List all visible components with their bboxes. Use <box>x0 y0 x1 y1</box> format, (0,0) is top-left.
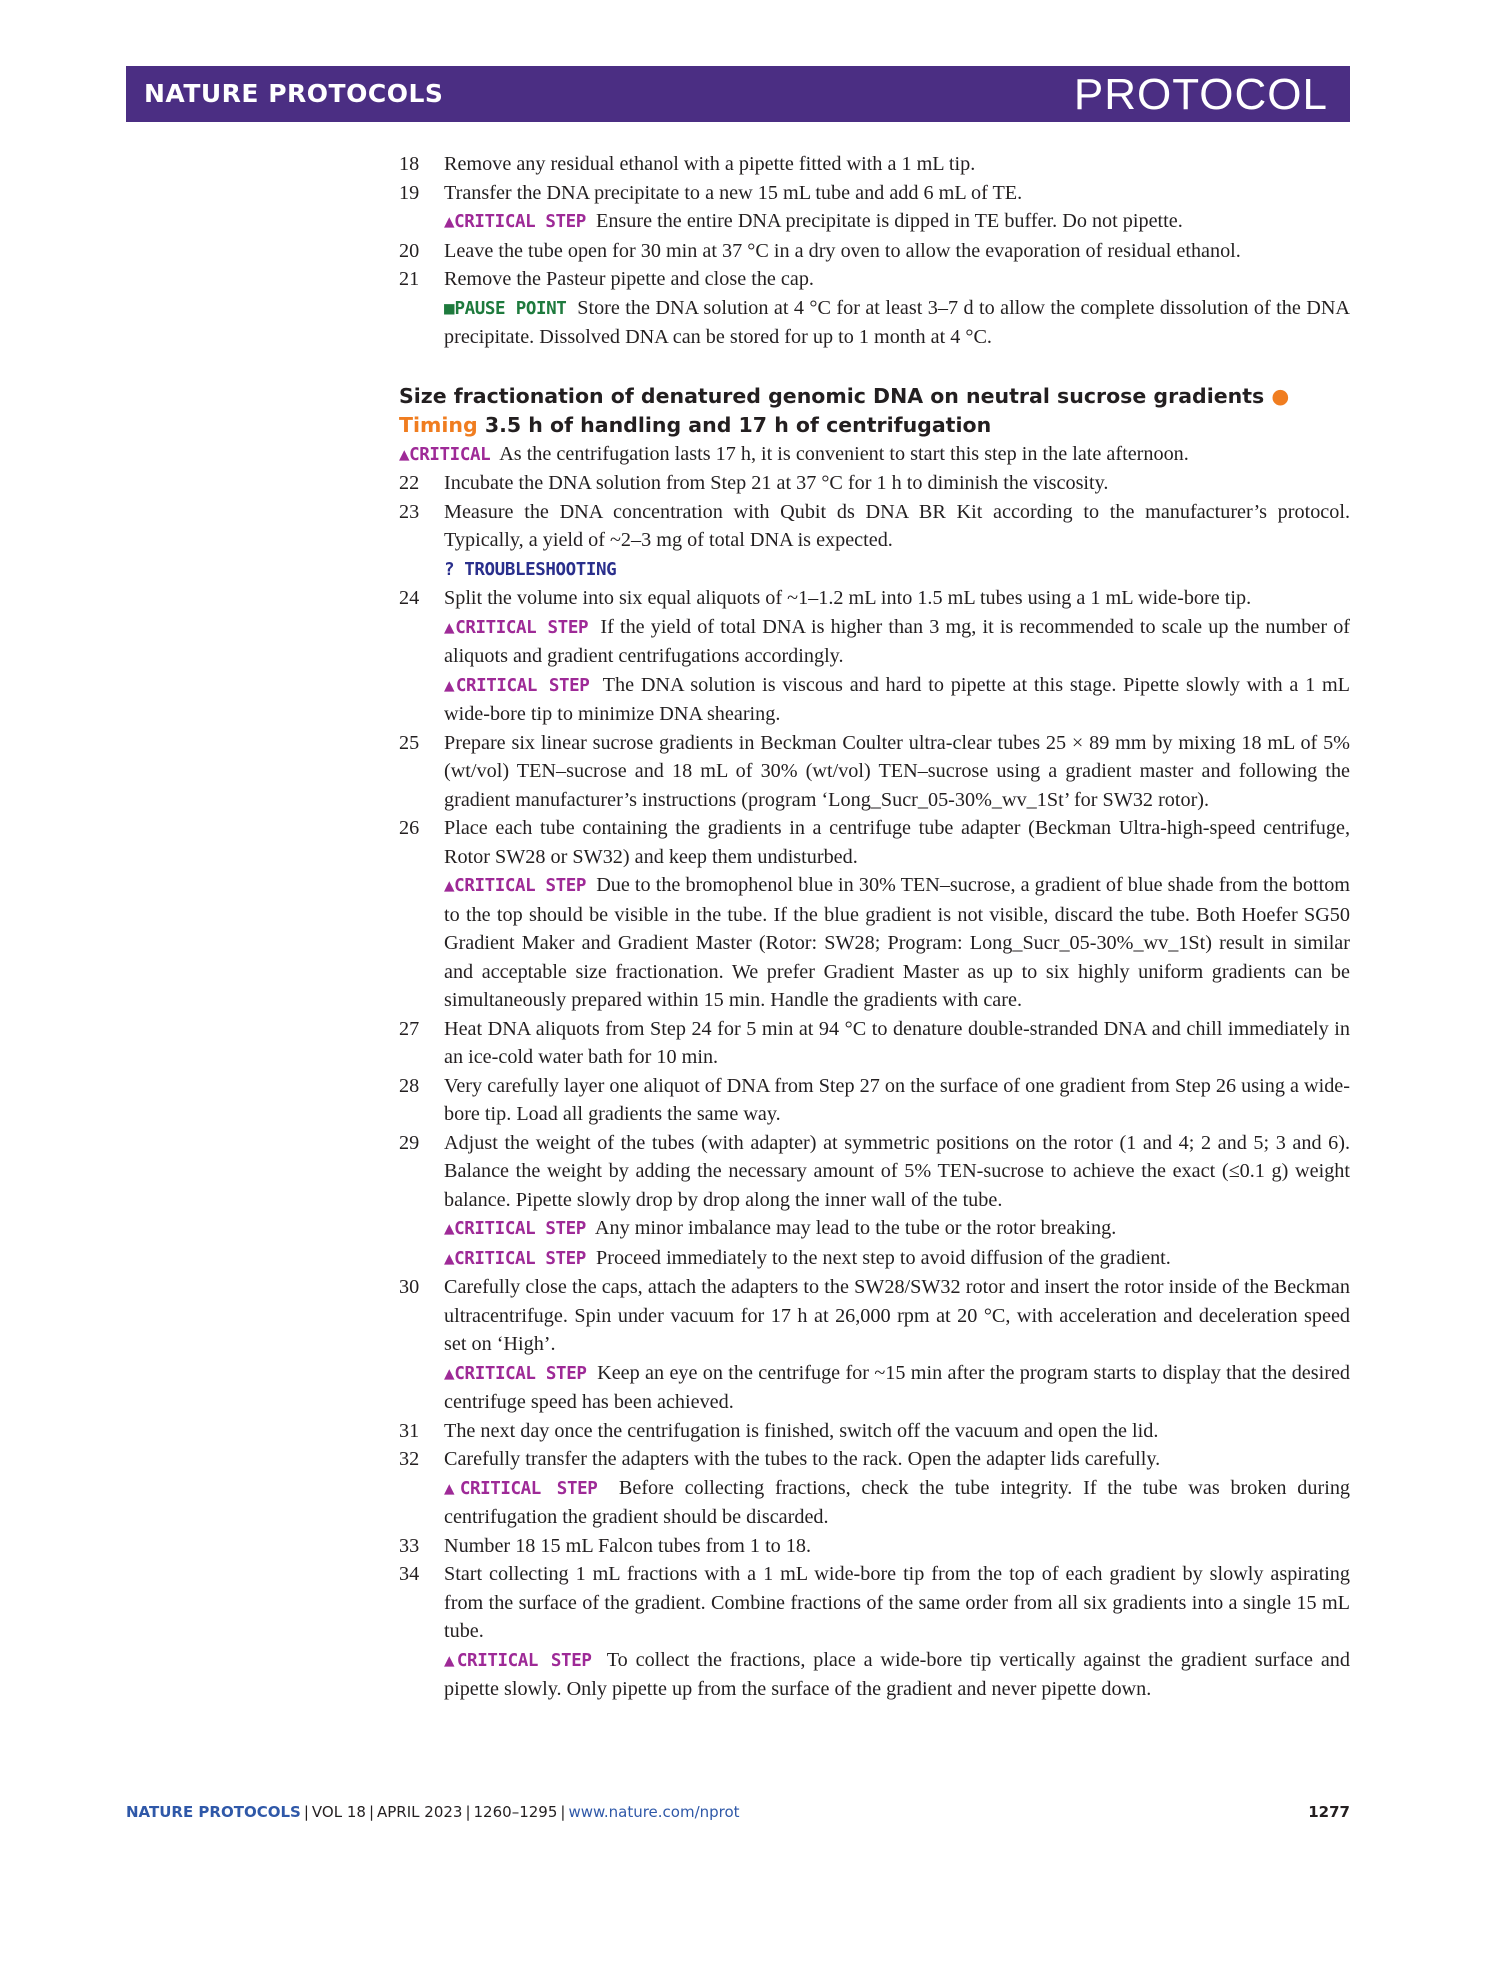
critical-step-note <box>399 207 1350 237</box>
protocol-body <box>399 150 1350 1704</box>
protocol-step <box>399 498 1350 555</box>
step-number: 26 <box>399 817 420 839</box>
footer-separator: | <box>368 1803 374 1821</box>
critical-step-note <box>399 1359 1350 1417</box>
step-text: Adjust the weight of the tubes (with adapter) at symmetric positions on the rotor (1 and 4; 2 and 5; 3 and 6). Balance the weight by adding the necessary amount of 5% TEN-sucrose to achieve the exact (≤0.1 g) weight balance. Pipette slowly drop by drop along the inner wall of the tube. <box>444 1131 1350 1211</box>
step-text: Carefully close the caps, attach the adapters to the SW28/SW32 rotor and insert the rotor inside of the Beckman ultracentrifuge. Spin under vacuum for 17 h at 26,000 rpm at 20 °C, with acceleration and deceleration speed set on ‘High’. <box>444 1276 1350 1355</box>
protocol-step <box>399 1072 1350 1129</box>
step-text: Transfer the DNA precipitate to a new 15 mL tube and add 6 mL of TE. <box>444 181 1023 204</box>
note-label: ▲CRITICAL STEP <box>444 1363 587 1384</box>
protocol-step <box>399 1560 1350 1646</box>
step-text: Number 18 15 mL Falcon tubes from 1 to 18. <box>444 1534 812 1557</box>
step-text: Very carefully layer one aliquot of DNA from Step 27 on the surface of one gradient from Step 26 using a wide-bore tip. Load all gradients the same way. <box>444 1074 1350 1125</box>
protocol-step <box>399 1273 1350 1359</box>
article-type: PROTOCOL <box>1073 70 1328 119</box>
steps-before <box>399 150 1350 352</box>
pause-point-note <box>399 294 1350 352</box>
critical-label: ▲CRITICAL <box>399 444 491 465</box>
note-text: To collect the fractions, place a wide-bore tip vertically against the gradient surface and pipette slowly. Only pipette up from the surface of the gradient and never pipette down. <box>444 1648 1350 1700</box>
step-text: Leave the tube open for 30 min at 37 °C in a dry oven to allow the evaporation of residual ethanol. <box>444 239 1241 262</box>
footer-separator: | <box>560 1803 566 1821</box>
critical-step-note <box>399 613 1350 671</box>
section-heading <box>399 382 1350 440</box>
footer-pages: 1260–1295 <box>473 1803 558 1821</box>
note-label: ▲CRITICAL STEP <box>444 876 586 896</box>
step-number: 19 <box>399 181 420 204</box>
note-label: ▲CRITICAL STEP <box>444 1248 586 1269</box>
protocol-step <box>399 265 1350 294</box>
section-critical-note <box>399 440 1350 470</box>
note-label: ▲CRITICAL STEP <box>444 1650 592 1671</box>
critical-step-note <box>399 1214 1350 1244</box>
page-footer <box>126 1803 1350 1821</box>
protocol-step <box>399 729 1350 815</box>
protocol-step <box>399 150 1350 179</box>
protocol-step <box>399 1445 1350 1474</box>
step-text: Split the volume into six equal aliquots of ~1–1.2 mL into 1.5 mL tubes using a 1 mL wide-bore tip. <box>444 587 1252 609</box>
step-number: 34 <box>399 1563 420 1585</box>
note-text: Before collecting fractions, check the tube integrity. If the tube was broken during centrifugation the gradient should be discarded. <box>444 1476 1351 1528</box>
critical-step-note <box>399 1646 1350 1704</box>
step-number: 21 <box>399 268 420 290</box>
section-title: Size fractionation of denatured genomic DNA on neutral sucrose gradients <box>399 383 1265 408</box>
footer-date: APRIL 2023 <box>377 1803 463 1821</box>
steps-after <box>399 469 1350 1704</box>
timing-value: 3.5 h of handling and 17 h of centrifugation <box>484 412 992 437</box>
note-label: ▲CRITICAL STEP <box>444 675 590 696</box>
note-text: The DNA solution is viscous and hard to pipette at this stage. Pipette slowly with a 1 mL wide-bore tip to minimize DNA shearing. <box>444 673 1351 725</box>
note-label: ■PAUSE POINT <box>444 298 567 319</box>
note-text: Proceed immediately to the next step to avoid diffusion of the gradient. <box>596 1246 1171 1269</box>
step-text: Measure the DNA concentration with Qubit ds DNA BR Kit according to the manufacturer’s protocol. Typically, a yield of ~2–3 mg of total DNA is expected. <box>444 500 1350 551</box>
step-number: 25 <box>399 731 420 754</box>
note-label: ▲CRITICAL STEP <box>444 1478 598 1499</box>
footer-separator: | <box>465 1803 471 1821</box>
journal-name: NATURE PROTOCOLS <box>144 79 444 108</box>
step-text: Remove the Pasteur pipette and close the cap. <box>444 268 814 290</box>
step-text: The next day once the centrifugation is finished, switch off the vacuum and open the lid. <box>444 1419 1159 1442</box>
protocol-step <box>399 1015 1350 1072</box>
step-text: Prepare six linear sucrose gradients in Beckman Coulter ultra-clear tubes 25 × 89 mm by mixing 18 mL of 5% (wt/vol) TEN–sucrose and 18 mL of 30% (wt/vol) TEN–sucrose using a gradient master and following the gradient manufacturer’s instructions (program ‘Long_Sucr_05-30%_wv_1St’ for SW32 rotor). <box>444 731 1350 811</box>
note-text: Store the DNA solution at 4 °C for at least 3–7 d to allow the complete dissolution of the DNA precipitate. Dissolved DNA can be stored for up to 1 month at 4 °C. <box>444 296 1350 348</box>
step-text: Remove any residual ethanol with a pipette fitted with a 1 mL tip. <box>444 153 976 175</box>
step-number: 29 <box>399 1131 420 1154</box>
step-number: 32 <box>399 1448 420 1470</box>
step-number: 22 <box>399 472 420 494</box>
step-number: 23 <box>399 500 420 523</box>
journal-banner <box>126 66 1350 122</box>
note-text: If the yield of total DNA is higher than 3 mg, it is recommended to scale up the number of aliquots and gradient centrifugations accordingly. <box>444 615 1351 667</box>
critical-step-note <box>399 871 1350 1015</box>
critical-step-note <box>399 1244 1350 1274</box>
step-text: Heat DNA aliquots from Step 24 for 5 min at 94 °C to denature double-stranded DNA and chill immediately in an ice-cold water bath for 10 min. <box>444 1017 1350 1068</box>
protocol-step <box>399 584 1350 613</box>
step-number: 27 <box>399 1017 420 1040</box>
troubleshooting-link[interactable]: ? TROUBLESHOOTING <box>444 559 617 580</box>
protocol-step <box>399 469 1350 498</box>
step-number: 18 <box>399 153 420 175</box>
footer-volume: VOL 18 <box>311 1803 366 1821</box>
footer-url-link[interactable]: www.nature.com/nprot <box>568 1803 740 1821</box>
note-text: Ensure the entire DNA precipitate is dipped in TE buffer. Do not pipette. <box>596 210 1183 232</box>
note-label: ▲CRITICAL STEP <box>444 212 586 232</box>
step-text: Incubate the DNA solution from Step 21 at 37 °C for 1 h to diminish the viscosity. <box>444 472 1109 494</box>
page-number: 1277 <box>1308 1803 1350 1821</box>
note-text: Due to the bromophenol blue in 30% TEN–sucrose, a gradient of blue shade from the bottom to the top should be visible in the tube. If the blue gradient is not visible, discard the tube. Both Hoefer SG50 Gradient Maker and Gradient Master (Rotor: SW28; Program: Long_Sucr_05-30%_wv_1St) result in similar and acceptable size fractionation. We prefer Gradient Master as up to six highly uniform gradients can be simultaneously prepared within 15 min. Handle the gradients with care. <box>444 874 1350 1011</box>
note-text: Keep an eye on the centrifuge for ~15 min after the program starts to display that the desired centrifuge speed has been achieved. <box>444 1361 1351 1413</box>
note-label: ▲CRITICAL STEP <box>444 1219 586 1239</box>
protocol-step <box>399 1129 1350 1215</box>
step-number: 30 <box>399 1276 420 1298</box>
step-text: Place each tube containing the gradients in a centrifuge tube adapter (Beckman Ultra-high-speed centrifuge, Rotor SW28 or SW32) and keep them undisturbed. <box>444 817 1350 868</box>
protocol-step <box>399 1417 1350 1446</box>
step-number: 33 <box>399 1534 420 1557</box>
critical-text: As the centrifugation lasts 17 h, it is convenient to start this step in the late afternoon. <box>499 442 1189 465</box>
footer-separator: | <box>303 1803 309 1821</box>
step-text: Start collecting 1 mL fractions with a 1 mL wide-bore tip from the top of each gradient by slowly aspirating from the surface of the gradient. Combine fractions of the same order from all six gradients into a single 15 mL tube. <box>444 1563 1350 1642</box>
footer-journal: NATURE PROTOCOLS <box>126 1803 301 1821</box>
critical-step-note <box>399 671 1350 729</box>
step-number: 20 <box>399 239 420 262</box>
step-number: 24 <box>399 587 420 609</box>
timing-label: Timing <box>399 412 478 437</box>
step-text: Carefully transfer the adapters with the tubes to the rack. Open the adapter lids carefully. <box>444 1448 1161 1470</box>
step-number: 31 <box>399 1419 420 1442</box>
protocol-step <box>399 1532 1350 1561</box>
protocol-step <box>399 179 1350 208</box>
protocol-step <box>399 237 1350 266</box>
troubleshooting-note <box>399 555 1350 585</box>
critical-step-note <box>399 1474 1350 1532</box>
step-number: 28 <box>399 1074 420 1097</box>
note-text: Any minor imbalance may lead to the tube or the rotor breaking. <box>594 1217 1117 1239</box>
timing-dot-icon: ● <box>1271 383 1290 408</box>
note-label: ▲CRITICAL STEP <box>444 617 589 638</box>
protocol-step <box>399 814 1350 871</box>
